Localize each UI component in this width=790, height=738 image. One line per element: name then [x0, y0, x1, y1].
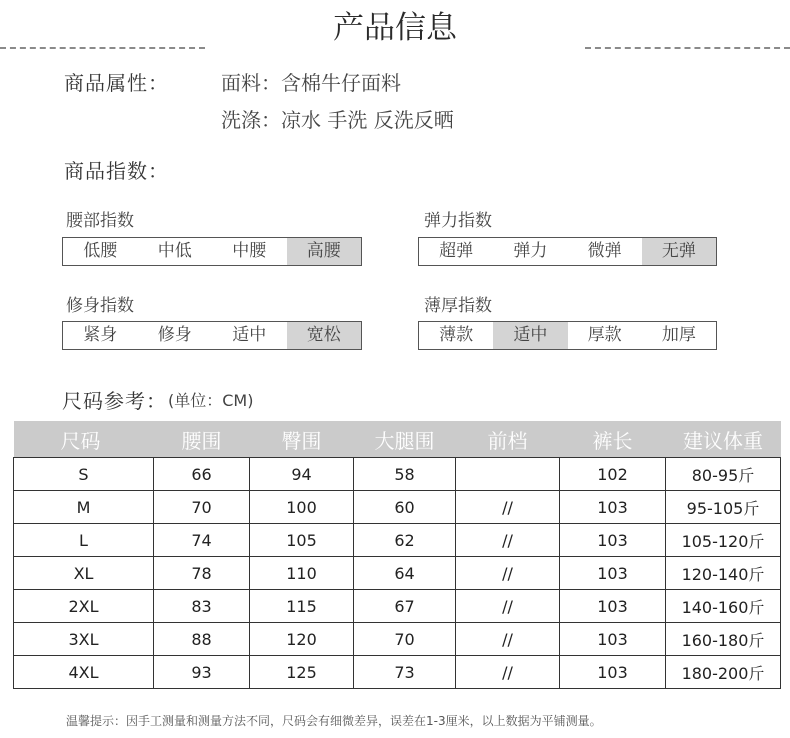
- fit-index-scale: [62, 321, 362, 350]
- index-option: 中低: [157, 241, 192, 261]
- cell-front-rise: //: [456, 524, 560, 557]
- cell-hip: 120: [250, 623, 354, 656]
- cell-length: 103: [560, 590, 666, 623]
- cell-thigh: 67: [354, 590, 456, 623]
- table-row: [14, 557, 781, 590]
- cell-length: 103: [560, 623, 666, 656]
- cell-length: 102: [560, 458, 666, 491]
- index-option: 超弹: [439, 241, 474, 261]
- size-unit-label: (单位：CM): [168, 391, 254, 410]
- elasticity-index-scale: [418, 237, 717, 266]
- cell-front-rise: //: [456, 623, 560, 656]
- cell-weight: 180-200斤: [666, 656, 781, 689]
- table-row: [14, 458, 781, 491]
- index-option-selected: 宽松: [287, 322, 362, 349]
- index-option-selected: 高腰: [287, 238, 362, 265]
- cell-front-rise: //: [456, 590, 560, 623]
- fabric-line: 面料：含棉牛仔面料: [221, 71, 401, 95]
- cell-weight: 105-120斤: [666, 524, 781, 557]
- cell-thigh: 62: [354, 524, 456, 557]
- cell-thigh: 70: [354, 623, 456, 656]
- cell-hip: 125: [250, 656, 354, 689]
- index-option: 适中: [232, 325, 267, 345]
- cell-hip: 100: [250, 491, 354, 524]
- cell-length: 103: [560, 524, 666, 557]
- cell-front-rise: //: [456, 491, 560, 524]
- divider-left: [0, 47, 205, 49]
- table-row: [14, 590, 781, 623]
- washing-line: 洗涤：凉水 手洗 反洗反晒: [221, 108, 454, 132]
- header-size: 尺码: [14, 421, 154, 458]
- cell-size: S: [14, 458, 154, 491]
- size-table: [13, 421, 781, 689]
- cell-waist: 88: [154, 623, 250, 656]
- cell-size: L: [14, 524, 154, 557]
- table-row: [14, 524, 781, 557]
- elasticity-index-title: 弹力指数: [424, 211, 492, 231]
- header-thigh: 大腿围: [354, 421, 456, 458]
- index-option: 修身: [157, 325, 192, 345]
- waist-index-scale: [62, 237, 362, 266]
- index-option-selected: 适中: [493, 322, 567, 349]
- header-weight: 建议体重: [666, 421, 781, 458]
- table-row: [14, 656, 781, 689]
- header-front-rise: 前档: [456, 421, 560, 458]
- cell-front-rise: //: [456, 557, 560, 590]
- cell-front-rise: [456, 458, 560, 491]
- header-length: 裤长: [560, 421, 666, 458]
- cell-size: M: [14, 491, 154, 524]
- thickness-index-scale: [418, 321, 717, 350]
- cell-weight: 80-95斤: [666, 458, 781, 491]
- index-option: 薄款: [439, 325, 474, 345]
- page-title: 产品信息: [333, 10, 457, 46]
- cell-hip: 105: [250, 524, 354, 557]
- cell-waist: 93: [154, 656, 250, 689]
- table-row: [14, 623, 781, 656]
- cell-size: 2XL: [14, 590, 154, 623]
- cell-length: 103: [560, 491, 666, 524]
- header-waist: 腰围: [154, 421, 250, 458]
- table-row: [14, 491, 781, 524]
- indices-label: 商品指数：: [64, 159, 169, 183]
- cell-size: 4XL: [14, 656, 154, 689]
- cell-length: 103: [560, 557, 666, 590]
- index-option-selected: 无弹: [642, 238, 716, 265]
- cell-weight: 95-105斤: [666, 491, 781, 524]
- index-option: 弹力: [513, 241, 548, 261]
- cell-waist: 74: [154, 524, 250, 557]
- waist-index-title: 腰部指数: [66, 211, 134, 231]
- cell-hip: 110: [250, 557, 354, 590]
- cell-waist: 66: [154, 458, 250, 491]
- footnote: 温馨提示：因手工测量和测量方法不同，尺码会有细微差异，误差在1-3厘米，以上数据为平铺测量。: [66, 714, 602, 728]
- header-hip: 臀围: [250, 421, 354, 458]
- cell-waist: 83: [154, 590, 250, 623]
- cell-hip: 94: [250, 458, 354, 491]
- cell-weight: 160-180斤: [666, 623, 781, 656]
- cell-thigh: 64: [354, 557, 456, 590]
- index-option: 厚款: [587, 325, 622, 345]
- cell-thigh: 60: [354, 491, 456, 524]
- cell-thigh: 73: [354, 656, 456, 689]
- divider-right: [585, 47, 790, 49]
- cell-weight: 120-140斤: [666, 557, 781, 590]
- index-option: 紧身: [83, 325, 118, 345]
- cell-hip: 115: [250, 590, 354, 623]
- cell-waist: 78: [154, 557, 250, 590]
- cell-waist: 70: [154, 491, 250, 524]
- cell-thigh: 58: [354, 458, 456, 491]
- size-table-header: [14, 421, 781, 458]
- cell-size: XL: [14, 557, 154, 590]
- cell-front-rise: //: [456, 656, 560, 689]
- fit-index-title: 修身指数: [66, 296, 134, 316]
- index-option: 中腰: [232, 241, 267, 261]
- size-reference-label: 尺码参考：: [62, 389, 167, 413]
- attributes-label: 商品属性：: [64, 71, 169, 95]
- index-option: 微弹: [587, 241, 622, 261]
- cell-length: 103: [560, 656, 666, 689]
- index-option: 低腰: [83, 241, 118, 261]
- cell-weight: 140-160斤: [666, 590, 781, 623]
- cell-size: 3XL: [14, 623, 154, 656]
- thickness-index-title: 薄厚指数: [424, 296, 492, 316]
- index-option: 加厚: [661, 325, 696, 345]
